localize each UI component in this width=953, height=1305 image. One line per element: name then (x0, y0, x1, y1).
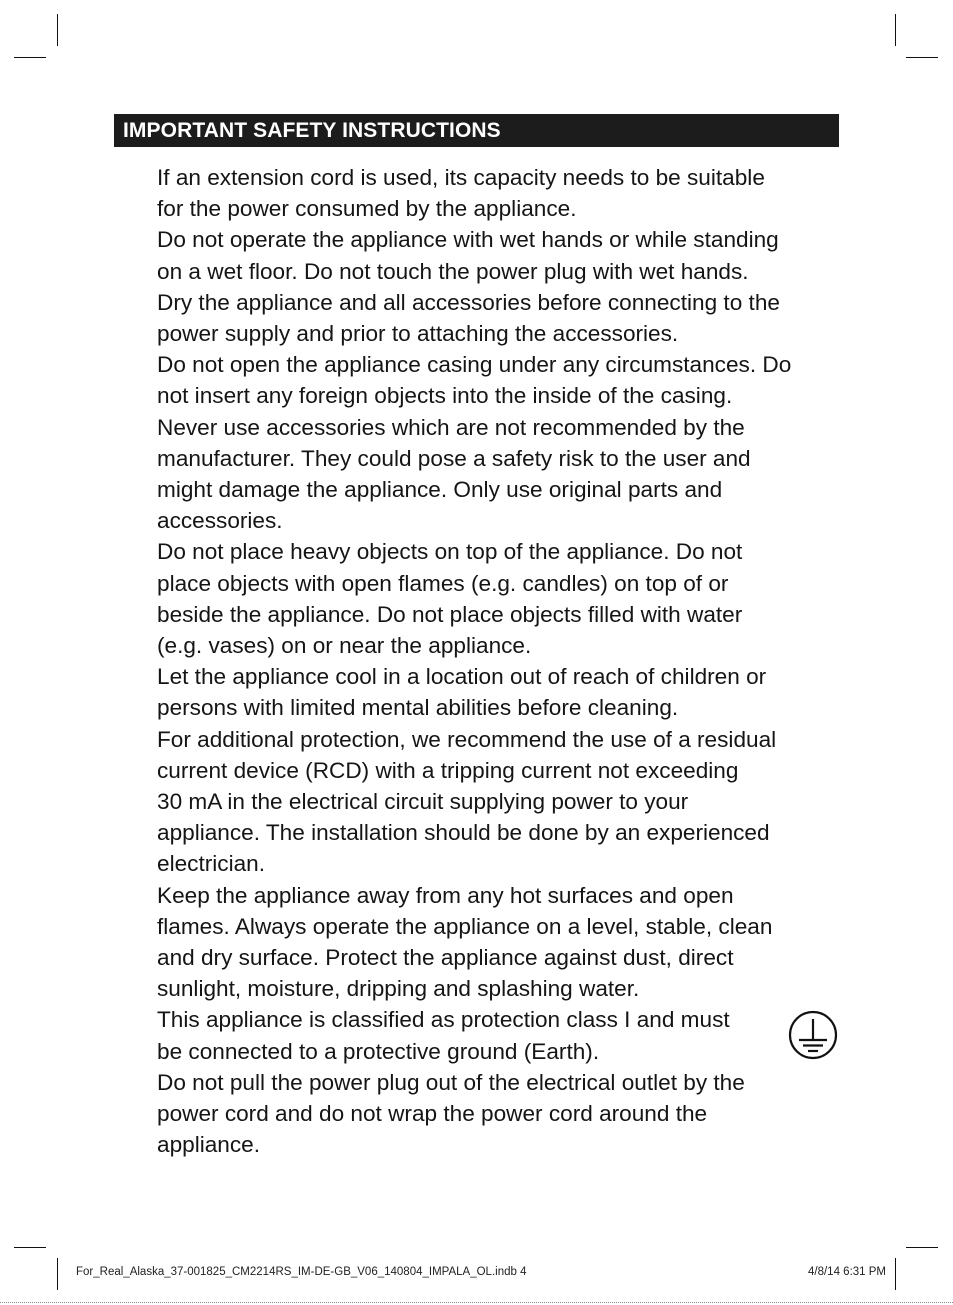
instruction-item (157, 1067, 847, 1161)
instruction-line: persons with limited mental abilities before cleaning. (157, 695, 679, 721)
instruction-line: sunlight, moisture, dripping and splashing water. (157, 976, 640, 1002)
instruction-line: power cord and do not wrap the power cord around the (157, 1101, 708, 1127)
instruction-line: For additional protection, we recommend the use of a residual (157, 726, 777, 752)
instruction-line: might damage the appliance. Only use original parts and (157, 477, 723, 503)
instruction-line: beside the appliance. Do not place objects filled with water (157, 601, 743, 627)
instruction-line: current device (RCD) with a tripping current not exceeding (157, 757, 739, 783)
instruction-line: (e.g. vases) on or near the appliance. (157, 633, 532, 659)
instruction-line: If an extension cord is used, its capacity needs to be suitable (157, 165, 765, 190)
crop-mark-bottom-left-v (57, 1258, 58, 1290)
instruction-item (157, 880, 847, 1005)
crop-mark-top-right-h (906, 57, 938, 58)
instruction-line: Dry the appliance and all accessories before connecting to the (157, 289, 780, 315)
instruction-list (157, 162, 847, 1161)
instruction-line: 30 mA in the electrical circuit supplying power to your (157, 789, 689, 815)
instruction-item (157, 661, 847, 723)
footer-file-info: For_Real_Alaska_37-001825_CM2214RS_IM-DE-GB_V06_140804_IMPALA_OL.indb 4 (76, 1266, 527, 1278)
instruction-line: appliance. The installation should be done by an experienced (157, 820, 770, 846)
instruction-line: Do not pull the power plug out of the electrical outlet by the (157, 1069, 745, 1095)
instruction-line: manufacturer. They could pose a safety risk to the user and (157, 445, 751, 471)
instruction-item (157, 412, 847, 537)
instruction-item (157, 536, 847, 661)
instruction-line: appliance. (157, 1132, 261, 1158)
instruction-item (157, 162, 847, 224)
crop-mark-bottom-right-h (906, 1247, 938, 1248)
instruction-line: on a wet floor. Do not touch the power plug with wet hands. (157, 258, 749, 284)
crop-mark-top-left-v (57, 14, 58, 46)
section-header: IMPORTANT SAFETY INSTRUCTIONS (114, 114, 839, 147)
instruction-line: accessories. (157, 508, 283, 534)
crop-mark-bottom-left-h (14, 1247, 46, 1248)
instruction-line: Do not place heavy objects on top of the appliance. Do not (157, 539, 743, 565)
instruction-line: for the power consumed by the appliance. (157, 196, 577, 222)
crop-mark-top-right-v (895, 14, 896, 46)
instruction-item (157, 1004, 847, 1066)
instruction-line: electrician. (157, 851, 265, 877)
instruction-item (157, 287, 847, 349)
instruction-line: Do not open the appliance casing under any circumstances. Do (157, 352, 792, 378)
instruction-line: Let the appliance cool in a location out of reach of children or (157, 664, 767, 690)
instruction-line: power supply and prior to attaching the accessories. (157, 321, 679, 347)
instruction-line: This appliance is classified as protection class I and must (157, 1007, 730, 1033)
instruction-line: place objects with open flames (e.g. candles) on top of or (157, 570, 729, 596)
instruction-line: Never use accessories which are not recommended by the (157, 414, 745, 440)
instruction-line: flames. Always operate the appliance on a level, stable, clean (157, 913, 773, 939)
protective-earth-ground-icon (788, 1010, 838, 1060)
instruction-line: not insert any foreign objects into the inside of the casing. (157, 383, 733, 409)
instruction-line: Keep the appliance away from any hot surfaces and open (157, 882, 734, 908)
instruction-item (157, 724, 847, 880)
footer-timestamp: 4/8/14 6:31 PM (808, 1266, 886, 1278)
crop-mark-top-left-h (14, 57, 46, 58)
instruction-item (157, 224, 847, 286)
trim-line (0, 1302, 953, 1303)
instruction-line: be connected to a protective ground (Earth). (157, 1038, 600, 1064)
instruction-line: and dry surface. Protect the appliance against dust, direct (157, 945, 734, 971)
instruction-line: Do not operate the appliance with wet hands or while standing (157, 227, 779, 253)
crop-mark-bottom-right-v (895, 1258, 896, 1290)
instruction-item (157, 349, 847, 411)
